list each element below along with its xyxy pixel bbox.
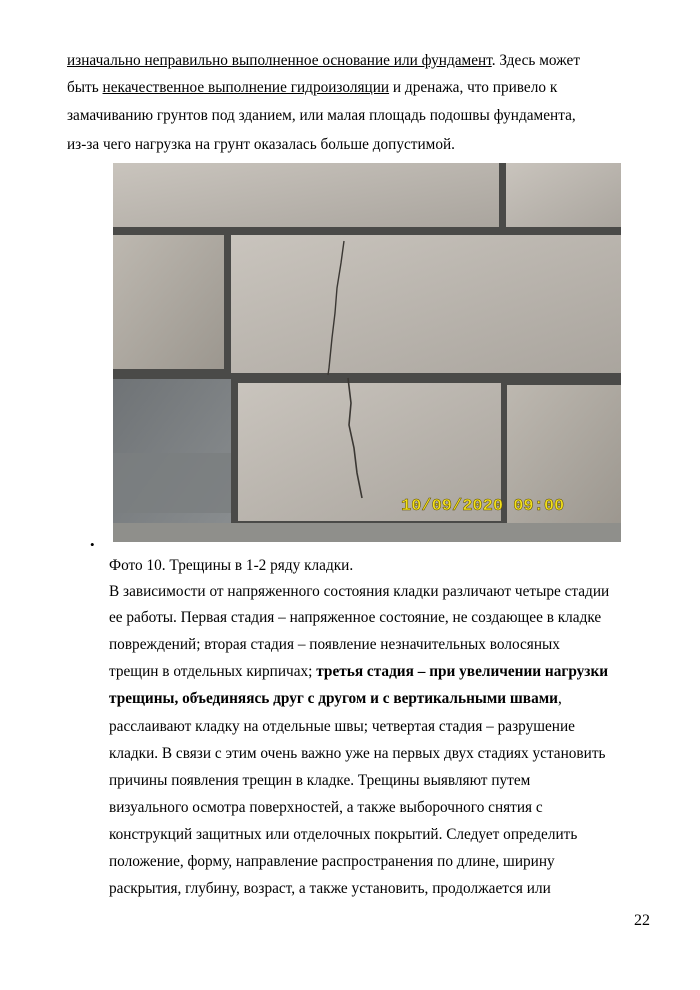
concrete-texture xyxy=(113,453,231,513)
brick xyxy=(113,235,224,369)
underlined-text: изначально неправильно выполненное основание или фундамент xyxy=(67,52,492,69)
text-line xyxy=(109,690,562,708)
text-line: В зависимости от напряженного состояния кладки различают четыре стадии xyxy=(109,583,610,600)
photo-caption: Фото 10. Трещины в 1-2 ряду кладки. xyxy=(109,557,354,574)
text-line xyxy=(109,663,608,681)
text-span: трещин в отдельных кирпичах; xyxy=(109,663,317,680)
text-span: , xyxy=(557,690,562,707)
text-line: замачиванию грунтов под зданием, или малая площадь подошвы фундамента, xyxy=(67,107,576,124)
brick xyxy=(506,163,621,227)
text-span: быть xyxy=(67,79,103,96)
bold-text: третья стадия – при увеличении нагрузки xyxy=(316,663,609,680)
text-line xyxy=(67,52,580,70)
text-line: причины появления трещин в кладке. Трещины выявляют путем xyxy=(109,772,531,789)
base-ledge xyxy=(113,523,621,542)
text-line: раскрытия, глубину, возраст, а также установить, продолжается или xyxy=(109,880,551,897)
text-line: ее работы. Первая стадия – напряженное состояние, не создающее в кладке xyxy=(109,609,602,626)
text-line: кладки. В связи с этим очень важно уже на первых двух стадиях установить xyxy=(109,745,606,762)
text-span: . Здесь может xyxy=(491,52,580,69)
photo-timestamp: 10/09/2020 09:00 xyxy=(401,497,565,516)
bold-text: трещины, объединяясь друг с другом и с вертикальными швами xyxy=(109,690,558,707)
underlined-text: некачественное выполнение гидроизоляции xyxy=(102,79,390,96)
brick-cracked xyxy=(231,235,621,373)
text-line: повреждений; вторая стадия – появление незначительных волосяных xyxy=(109,636,560,653)
text-line: расслаивают кладку на отдельные швы; четвертая стадия – разрушение xyxy=(109,718,575,735)
text-span: и дренажа, что привело к xyxy=(389,79,558,96)
brick xyxy=(113,163,499,227)
text-line xyxy=(67,79,557,97)
text-line: визуального осмотра поверхностей, а также выборочного снятия с xyxy=(109,799,543,816)
text-line: положение, форму, направление распространения по длине, ширину xyxy=(109,853,555,870)
list-bullet: • xyxy=(90,537,95,552)
brick-wall-photo xyxy=(113,163,621,542)
text-line: из-за чего нагрузка на грунт оказалась больше допустимой. xyxy=(67,136,456,153)
text-line: конструкций защитных или отделочных покрытий. Следует определить xyxy=(109,826,578,843)
page-number: 22 xyxy=(634,912,650,929)
